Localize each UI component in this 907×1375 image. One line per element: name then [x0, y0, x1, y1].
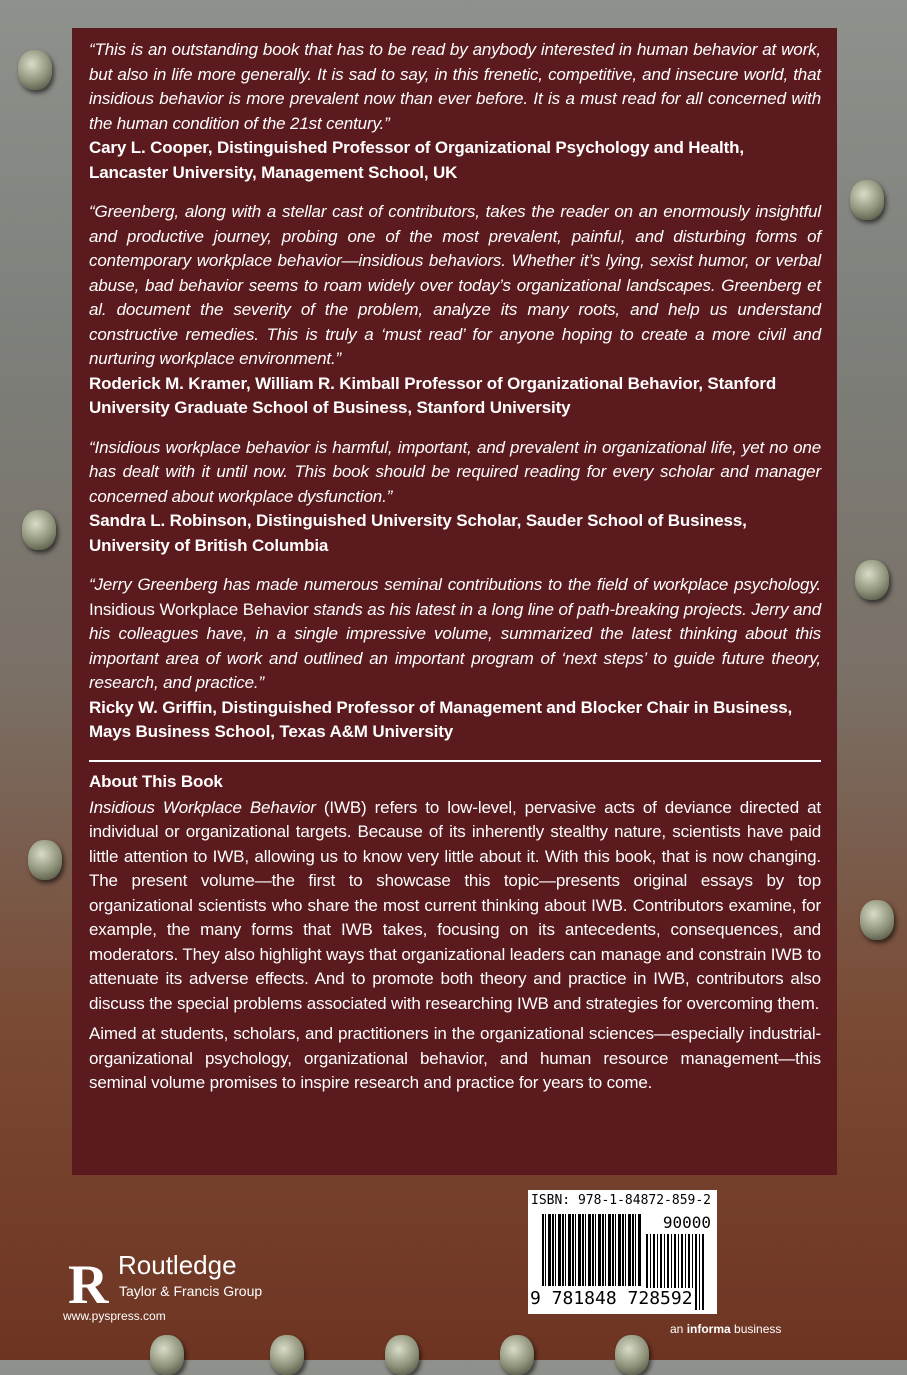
quote-part: stands as his latest in a long line of path-breaking projects. Jerry and his colleagues have, in a single impressive volume, summarized the latest thinking about this important area of work and outlined an important program of ‘next steps’ to guide future theory, research, and practice.” [89, 599, 821, 692]
rivet [28, 840, 62, 880]
isbn-barcode [528, 1190, 717, 1314]
routledge-r-icon: R [68, 1254, 109, 1316]
publisher-group: Taylor & Francis Group [119, 1283, 263, 1299]
rivet [18, 50, 52, 90]
isbn-text: ISBN: 978-1-84872-859-2 [531, 1193, 712, 1208]
quote-text: “Insidious workplace behavior is harmful, important, and prevalent in organizational life, yet no one has dealt with it until now. This book should be required reading for every scholar and manager concerned about workplace dysfunction.” [89, 437, 821, 506]
back-cover-panel [72, 28, 837, 1175]
divider [89, 760, 821, 762]
quote-text [89, 573, 821, 696]
book-title: Insidious Workplace Behavior [89, 797, 316, 817]
publisher-url: www.pyspress.com [63, 1309, 166, 1323]
barcode-addon-text: 90000 [662, 1213, 711, 1232]
quote-attribution: Ricky W. Griffin, Distinguished Professor of Management and Blocker Chair in Business, Mays Business School, Texas A&M University [89, 697, 793, 741]
rivet [270, 1335, 304, 1375]
book-title: Insidious Workplace Behavior [89, 599, 309, 619]
about-heading: About This Book [89, 771, 223, 791]
rivet [855, 560, 889, 600]
about-paragraph [89, 796, 821, 1017]
informa-tagline [670, 1322, 781, 1336]
rivet [150, 1335, 184, 1375]
quote-attribution: Sandra L. Robinson, Distinguished University Scholar, Sauder School of Business, University of British Columbia [89, 511, 747, 555]
quote-part: “Jerry Greenberg has made numerous seminal contributions to the field of workplace psychology. [89, 575, 821, 594]
rivet [22, 510, 56, 550]
rivet [500, 1335, 534, 1375]
quote-attribution: Cary L. Cooper, Distinguished Professor of Organizational Psychology and Health, Lancaster University, Management School, UK [89, 138, 744, 182]
quote-text: “Greenberg, along with a stellar cast of contributors, takes the reader on an enormously insightful and productive journey, probing one of the most prevalent, painful, and disturbing forms of contemporary workplace behavior—insidious behaviors. Whether it’s lying, sexist humor, or verbal abuse, bad behavior seems to roam widely over today’s organizational landscapes. Greenberg et al. document the severity of the problem, analyze its many roots, and help us understand constructive remedies. This is truly a ‘must read’ for anyone hoping to create a more civil and nurturing workplace environment.” [89, 202, 821, 368]
barcode-digits: 9 781848 728592 [530, 1288, 693, 1309]
tagline-post: business [730, 1322, 782, 1336]
rivet [860, 900, 894, 940]
rivet [385, 1335, 419, 1375]
tagline-pre: an [670, 1322, 687, 1336]
about-paragraph: Aimed at students, scholars, and practitioners in the organizational sciences—especially industrial-organizational psychology, organizational behavior, and human resource management—this seminal volume promises to inspire research and practice for years to come. [89, 1024, 821, 1092]
publisher-name: Routledge [118, 1250, 237, 1280]
barcode-bars [542, 1214, 642, 1286]
tagline-brand: informa [686, 1322, 731, 1336]
rivet [615, 1335, 649, 1375]
quote-attribution: Roderick M. Kramer, William R. Kimball Professor of Organizational Behavior, Stanford University Graduate School of Business, Stanford University [89, 373, 777, 417]
rivet [850, 180, 884, 220]
about-text: (IWB) refers to low-level, pervasive acts of deviance directed at individual or organizational targets. Because of its inherently stealthy nature, scientists have paid little attention to IWB, allowing us to know very little about it. With this book, that is now changing. The present volume—the first to showcase this topic—presents original essays by top organizational scientists who share the most current thinking about IWB. Contributors examine, for example, the many forms that IWB takes, focusing on its antecedents, consequences, and moderators. They also highlight ways that organizational leaders can manage and constrain IWB to attenuate its adverse effects. And to promote both theory and practice in IWB, contributors also discuss the special problems associated with researching IWB and strategies for overcoming them. [89, 797, 821, 1013]
quote-text: “This is an outstanding book that has to be read by anybody interested in human behavior at work, but also in life more generally. It is sad to say, in this frenetic, competitive, and insecure world, that insidious behavior is more prevalent now than ever before. It is a must read for all concerned with the human condition of the 21st century.” [89, 40, 821, 133]
